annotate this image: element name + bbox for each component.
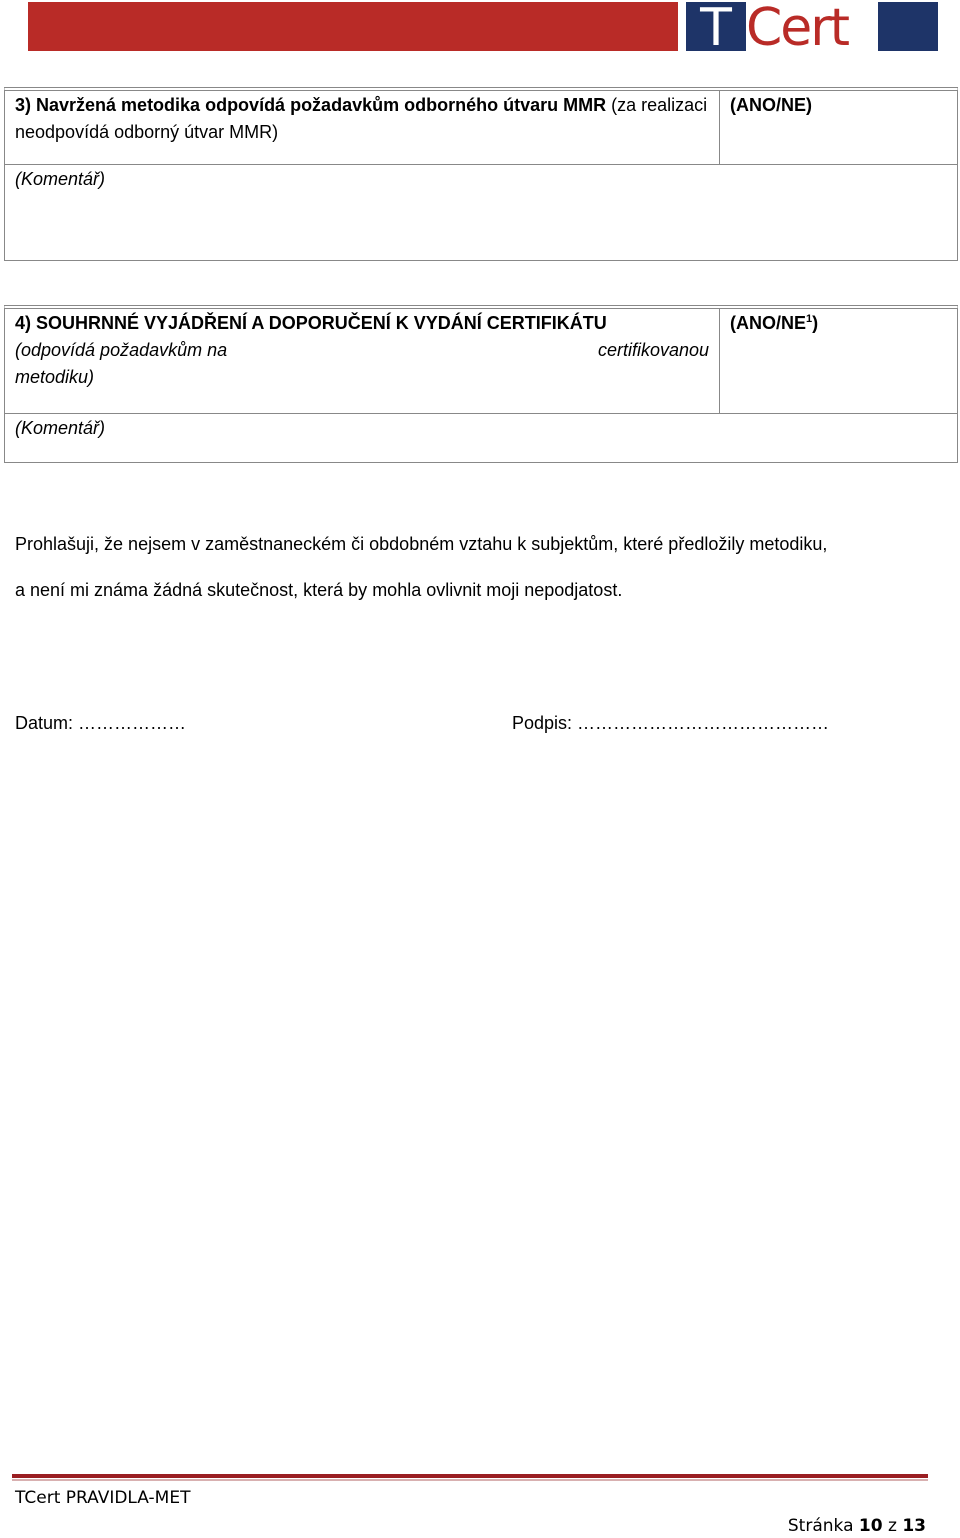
section4-subtitle-end: metodiku): [15, 367, 95, 387]
date-field[interactable]: Datum: ………………: [15, 713, 187, 733]
section3-table: [4, 87, 958, 261]
footer-rule: [12, 1474, 928, 1478]
tcert-logo: [686, 0, 938, 58]
section4-question: [5, 309, 720, 413]
section4-subtitle-left: (odpovídá požadavkům na: [15, 340, 228, 360]
footnote-marker: 1: [806, 313, 813, 325]
page-of: z: [887, 1516, 897, 1536]
header-red-bar: [28, 2, 678, 51]
footer-doc-name: TCert PRAVIDLA-MET: [15, 1488, 191, 1508]
section3-title: 3) Navržená metodika odpovídá požadavkům odborného útvaru MMR: [15, 95, 607, 115]
page-word: Stránka: [787, 1516, 854, 1536]
logo-t-letter: T: [700, 0, 732, 58]
footer-rule-shadow: [12, 1479, 928, 1481]
section4-comment[interactable]: (Komentář): [15, 418, 106, 438]
signature-field[interactable]: Podpis: ……………………………………: [512, 713, 830, 733]
section4-comment-row: [5, 414, 957, 462]
logo-cert-text: Cert: [746, 0, 849, 58]
section4-title: 4) SOUHRNNÉ VYJÁDŘENÍ A DOPORUČENÍ K VYDÁNÍ CERTIFIKÁTU: [15, 313, 607, 333]
declaration-line-2: a není mi známa žádná skutečnost, která by mohla ovlivnit moji nepodjatost.: [15, 580, 623, 600]
declaration-line-1: Prohlašuji, že nejsem v zaměstnaneckém či obdobném vztahu k subjektům, které předložily metodiku,: [15, 534, 828, 554]
section3-title-note: (za realizaci neodpovídá odborný útvar MMR): [15, 95, 708, 142]
section3-comment[interactable]: (Komentář): [15, 169, 106, 189]
logo-left-block: [686, 0, 746, 58]
page-total: 13: [902, 1516, 926, 1536]
section3-question: [5, 91, 720, 164]
section4-subtitle-right: certifikovanou: [597, 340, 709, 360]
logo-right-block: [878, 2, 938, 51]
section3-comment-row: [5, 165, 957, 260]
section3-answer[interactable]: (ANO/NE): [730, 95, 812, 115]
declaration: [15, 533, 945, 602]
section4-answer-text: (ANO/NE: [730, 313, 806, 333]
page-number: [788, 1514, 926, 1538]
section4-table: [4, 305, 958, 463]
page-current: 10: [858, 1516, 883, 1536]
section3-header-row: [5, 91, 957, 165]
section4-header-row: [5, 309, 957, 414]
section4-answer-close: ): [812, 313, 819, 333]
section4-answer[interactable]: [720, 309, 957, 413]
section4-subtitle: [15, 337, 709, 364]
